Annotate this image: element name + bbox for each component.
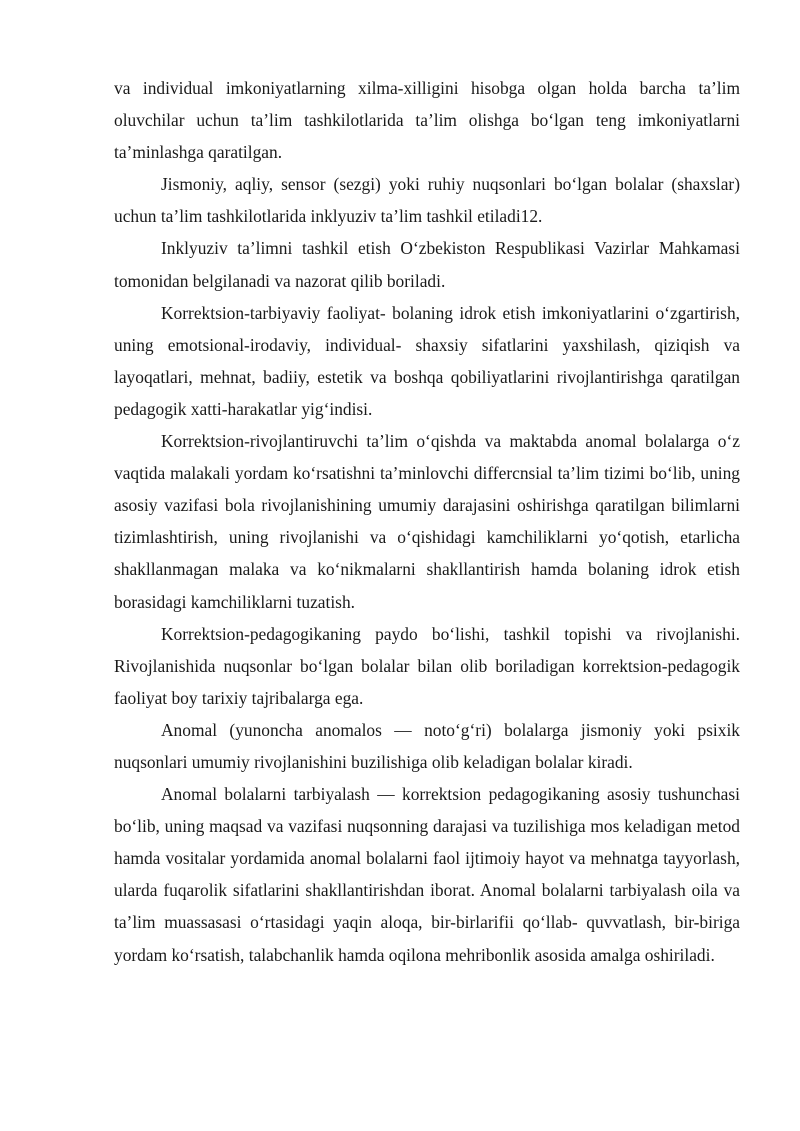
paragraph-anomal-definition: Anomal (yunoncha anomalos — noto‘g‘ri) bolalarga jismoniy yoki psixik nuqsonlari umumiy rivojlanishini buzilishiga olib keladigan bolalar kiradi. bbox=[114, 719, 740, 772]
paragraph-inclusive-control: Inklyuziv ta’limni tashkil etish O‘zbekiston Respublikasi Vazirlar Mahkamasi tomonidan belgilanadi va nazorat qilib boriladi. bbox=[114, 238, 740, 291]
document-body bbox=[114, 72, 740, 971]
paragraph-correctional-pedagogy-origin: Korrektsion-pedagogikaning paydo bo‘lishi, tashkil topishi va rivojlanishi. Rivojlanishida nuqsonlar bo‘lgan bolalar bilan olib boriladigan korrektsion-pedagogik faoliyat boy tarixiy tajribalarga ega. bbox=[114, 623, 740, 708]
paragraph-correctional-developmental: Korrektsion-rivojlantiruvchi ta’lim o‘qishda va maktabda anomal bolalarga o‘z vaqtida malakali yordam ko‘rsatishni ta’minlovchi differcnsial ta’lim tizimi bo‘lib, uning asosiy vazifasi bola rivojlanishining umumiy darajasini oshirishga qaratilgan bilimlarni tizimlashtirish, uning rivojlanishi va o‘qishidagi kamchiliklarni yo‘qotish, etarlicha shakllanmagan malaka va ko‘nikmalarni shakllantirish hamda bolaning idrok etish borasidagi kamchiliklarni tuzatish. bbox=[114, 431, 740, 612]
paragraph-continuation: va individual imkoniyatlarning xilma-xilligini hisobga olgan holda barcha ta’lim oluvchilar uchun ta’lim tashkilotlarida ta’lim olishga bo‘lgan teng imkoniyatlarni ta’minlashga qaratilgan. bbox=[114, 78, 740, 163]
paragraph-inclusive-definition: Jismoniy, aqliy, sensor (sezgi) yoki ruhiy nuqsonlari bo‘lgan bolalar (shaxslar) uchun ta’lim tashkilotlarida inklyuziv ta’lim tashkil etiladi12. bbox=[114, 174, 740, 227]
paragraph-correctional-upbringing: Korrektsion-tarbiyaviy faoliyat- bolaning idrok etish imkoniyatlarini o‘zgartirish, uning emotsional-irodaviy, individual- shaxsiy sifatlarini yaxshilash, qiziqish va layoqatlari, mehnat, badiiy, estetik va boshqa qobiliyatlarini rivojlantirishga qaratilgan pedagogik xatti-harakatlar yig‘indisi. bbox=[114, 302, 740, 419]
paragraph-anomal-upbringing: Anomal bolalarni tarbiyalash — korrektsion pedagogikaning asosiy tushunchasi bo‘lib, uning maqsad va vazifasi nuqsonning darajasi va tuzilishiga mos keladigan metod hamda vositalar yordamida anomal bolalarni faol ijtimoiy hayot va mehnatga tayyorlash, ularda fuqarolik sifatlarini shakllantirishdan iborat. Anomal bolalarni tarbiyalash oila va ta’lim muassasasi o‘rtasidagi yaqin aloqa, bir-birlarifii qo‘llab- quvvatlash, bir-biriga yordam ko‘rsatish, talabchanlik hamda oqilona mehribonlik asosida amalga oshiriladi. bbox=[114, 784, 740, 965]
